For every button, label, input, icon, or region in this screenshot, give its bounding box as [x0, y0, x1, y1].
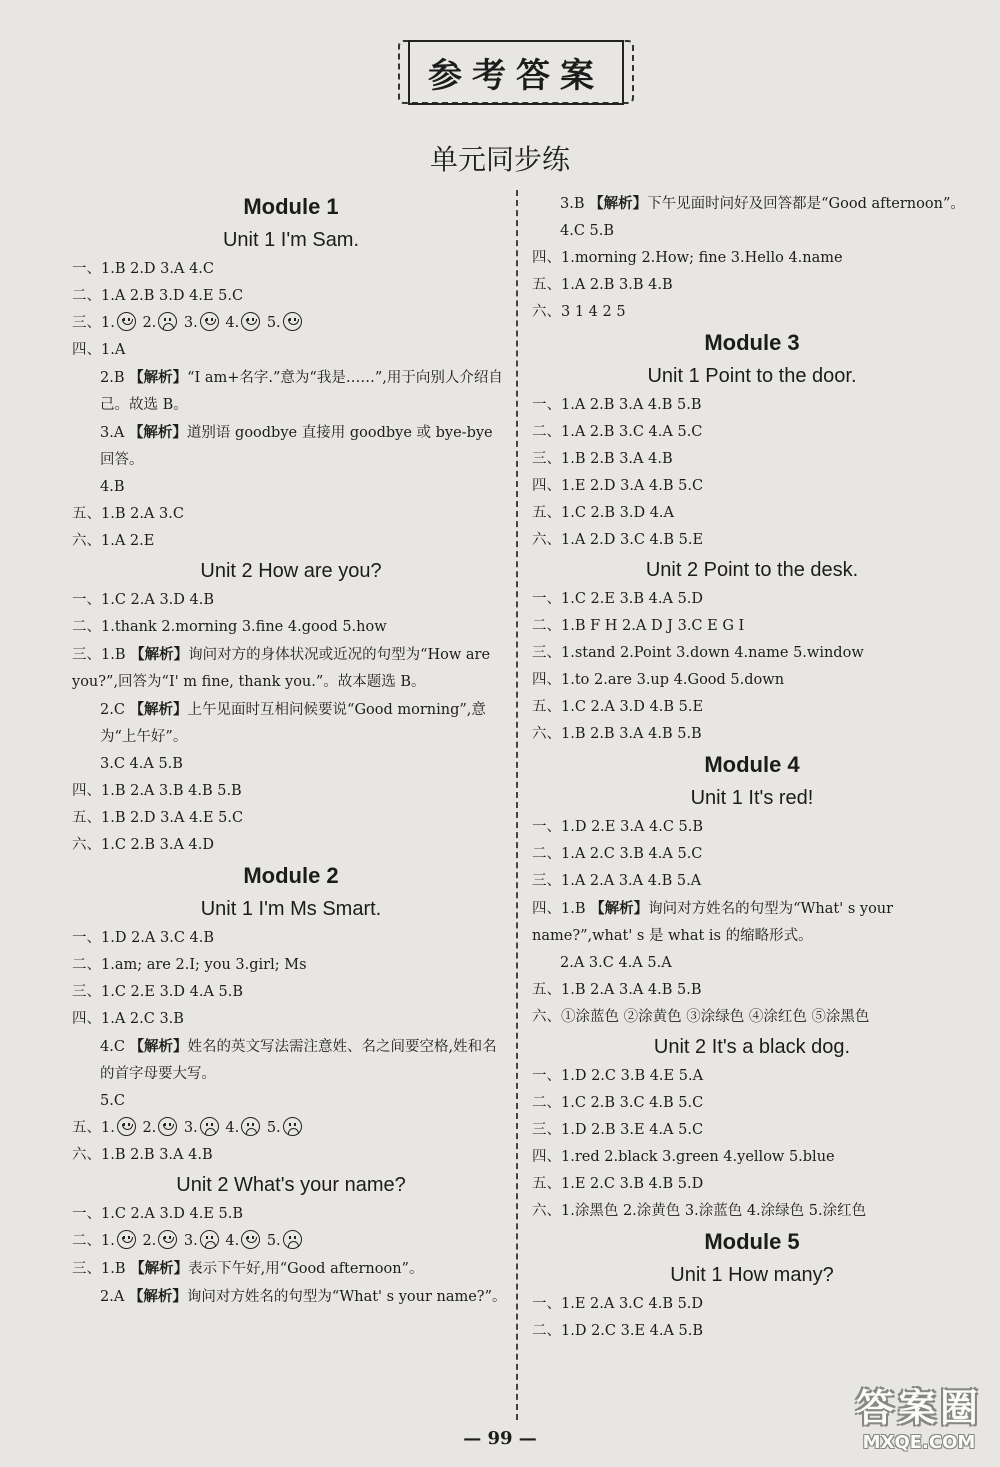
unit-heading: Unit 1 Point to the door.	[647, 365, 857, 387]
answer-number: 3.	[183, 1233, 198, 1249]
explanation-text: 姓名的英文写法需注意姓、名之间要空格,姓和名的首字母要大写。	[100, 1039, 497, 1082]
answer-explanation	[72, 419, 510, 474]
unit-heading: Unit 1 It's red!	[690, 787, 814, 809]
smiley-face-icon	[158, 1117, 177, 1136]
analysis-tag: 【解析】	[129, 369, 188, 386]
smiley-face-icon	[158, 1230, 177, 1249]
answer-explanation	[72, 1033, 510, 1088]
answer-line: 五、1.A 2.B 3.B 4.B	[532, 277, 673, 293]
answer-number: 1.	[101, 1233, 115, 1249]
answer-number: 2.	[142, 1120, 157, 1136]
answer-line: 5.C	[100, 1093, 125, 1109]
answer-number: 5.	[266, 315, 281, 331]
answer-explanation	[72, 1283, 510, 1311]
module-heading: Module 1	[243, 194, 339, 219]
answer-line: 三、1.A 2.A 3.A 4.B 5.A	[532, 873, 702, 889]
answer-line: 五、1.B 2.A 3.C	[72, 506, 184, 522]
answer-line: 六、1.C 2.B 3.A 4.D	[72, 837, 215, 853]
answer-number: 三、1.B	[72, 647, 126, 663]
answer-line: 三、1.C 2.E 3.D 4.A 5.B	[72, 984, 244, 1000]
answer-line: 一、1.E 2.A 3.C 4.B 5.D	[532, 1296, 704, 1312]
answer-line: 二、1.B F H 2.A D J 3.C E G I	[532, 618, 745, 634]
answer-line: 一、1.A 2.B 3.A 4.B 5.B	[532, 397, 702, 413]
analysis-tag: 【解析】	[129, 701, 188, 718]
right-column	[532, 190, 972, 1345]
explanation-text: 下午见面时问好及回答都是“Good afternoon”。	[647, 196, 965, 212]
answer-number: 2.A	[100, 1289, 125, 1305]
answer-line: 六、1.B 2.B 3.A 4.B 5.B	[532, 726, 702, 742]
answer-line: 六、1.A 2.D 3.C 4.B 5.E	[532, 532, 704, 548]
answer-line: 一、1.C 2.A 3.D 4.E 5.B	[72, 1206, 244, 1222]
smiley-face-icon	[117, 1230, 136, 1249]
page-title-frame	[398, 40, 634, 104]
answer-line: 一、1.D 2.A 3.C 4.B	[72, 930, 215, 946]
answer-explanation	[72, 364, 510, 419]
smiley-face-icon	[200, 312, 219, 331]
smiley-face-icon	[241, 312, 260, 331]
face-answer-line	[72, 1115, 510, 1142]
analysis-tag: 【解析】	[128, 1288, 187, 1305]
watermark-logo	[856, 1377, 982, 1453]
answer-number: 4.	[225, 1120, 240, 1136]
answer-line: 三、1.stand 2.Point 3.down 4.name 5.window	[532, 645, 864, 661]
answer-line: 五、1.B 2.A 3.A 4.B 5.B	[532, 982, 702, 998]
answer-explanation	[532, 1004, 972, 1031]
answer-number: 3.	[183, 1120, 198, 1136]
explanation-text: ①涂蓝色 ②涂黄色 ③涂绿色 ④涂红色 ⑤涂黑色	[561, 1009, 870, 1025]
explanation-text: 询问对方姓名的句型为“What' s your name?”。	[186, 1289, 507, 1305]
unit-heading: Unit 2 What's your name?	[176, 1174, 406, 1196]
answer-line: 四、1.to 2.are 3.up 4.Good 5.down	[532, 672, 785, 688]
sad-face-icon	[200, 1230, 219, 1249]
answer-line: 三、1.B 2.B 3.A 4.B	[532, 451, 673, 467]
unit-heading: Unit 1 How many?	[670, 1264, 834, 1286]
answer-number: 2.	[142, 315, 157, 331]
answer-line: 二、1.D 2.C 3.E 4.A 5.B	[532, 1323, 704, 1339]
module-heading: Module 3	[704, 330, 800, 355]
watermark-sub: MXQE.COM	[862, 1432, 976, 1453]
answer-number: 4.	[225, 1233, 240, 1249]
face-answer-line	[72, 310, 510, 337]
answer-line: 五、1.E 2.C 3.B 4.B 5.D	[532, 1176, 704, 1192]
module-heading: Module 2	[243, 863, 339, 888]
smiley-face-icon	[117, 312, 136, 331]
module-heading: Module 5	[704, 1229, 800, 1254]
answer-number: 1.	[101, 1120, 115, 1136]
answer-line: 四、1.red 2.black 3.green 4.yellow 5.blue	[532, 1149, 835, 1165]
analysis-tag: 【解析】	[130, 646, 189, 663]
analysis-tag: 【解析】	[128, 424, 187, 441]
answer-line: 二、1.A 2.B 3.D 4.E 5.C	[72, 288, 244, 304]
page-title: 参考答案	[408, 40, 624, 105]
module-heading: Module 4	[704, 752, 800, 777]
answer-line: 一、1.D 2.C 3.B 4.E 5.A	[532, 1068, 704, 1084]
explanation-text: 表示下午好,用“Good afternoon”。	[188, 1261, 424, 1277]
explanation-text: 询问对方姓名的句型为“What' s your name?”,what' s 是 what is 的缩略形式。	[532, 901, 894, 944]
explanation-text: 询问对方的身体状况或近况的句型为“How are you?”,回答为“I' m fine, thank you.”。故本题选 B。	[72, 647, 491, 690]
answer-number: 3.B	[560, 196, 585, 212]
answer-line: 二、1.am; are 2.I; you 3.girl; Ms	[72, 957, 307, 973]
sad-face-icon	[241, 1117, 260, 1136]
answer-line: 一、1.B 2.D 3.A 4.C	[72, 261, 215, 277]
answer-line: 二、1.A 2.B 3.C 4.A 5.C	[532, 424, 703, 440]
answer-line: 三、1.D 2.B 3.E 4.A 5.C	[532, 1122, 704, 1138]
explanation-text: “I am+名字.”意为“我是……”,用于向别人介绍自己。故选 B。	[100, 370, 503, 413]
unit-heading: Unit 1 I'm Ms Smart.	[200, 898, 382, 920]
answer-line: 二、1.thank 2.morning 3.fine 4.good 5.how	[72, 619, 387, 635]
sad-face-icon	[158, 312, 177, 331]
answer-line: 五、1.C 2.A 3.D 4.B 5.E	[532, 699, 704, 715]
answer-number: 六、	[532, 1203, 561, 1219]
answer-line: 六、1.A 2.E	[72, 533, 155, 549]
answer-explanation	[532, 190, 972, 218]
answer-line: 3.C 4.A 5.B	[100, 756, 183, 772]
face-answer-line	[72, 1228, 510, 1255]
answer-line: 2.A 3.C 4.A 5.A	[560, 955, 672, 971]
answer-line: 4.B	[100, 479, 125, 495]
answer-line: 六、3 1 4 2 5	[532, 304, 626, 320]
answer-explanation	[532, 1198, 972, 1225]
explanation-text: 上午见面时互相问候要说“Good morning”,意为“上午好”。	[100, 702, 486, 745]
smiley-face-icon	[283, 312, 302, 331]
answer-line: 六、1.B 2.B 3.A 4.B	[72, 1147, 213, 1163]
answer-line: 四、1.A 2.C 3.B	[72, 1011, 184, 1027]
analysis-tag: 【解析】	[130, 1260, 189, 1277]
answer-line: 五、1.B 2.D 3.A 4.E 5.C	[72, 810, 244, 826]
answer-number: 3.	[183, 315, 198, 331]
explanation-text: 道别语 goodbye 直接用 goodbye 或 bye-bye 回答。	[100, 425, 493, 468]
answer-line: 四、1.A	[72, 342, 126, 358]
answer-number: 5.	[266, 1120, 281, 1136]
answer-line: 二、1.A 2.C 3.B 4.A 5.C	[532, 846, 703, 862]
answer-explanation	[72, 696, 510, 751]
unit-heading: Unit 2 It's a black dog.	[653, 1036, 851, 1058]
answer-line: 一、1.C 2.E 3.B 4.A 5.D	[532, 591, 704, 607]
left-column	[72, 190, 510, 1311]
analysis-tag: 【解析】	[590, 900, 649, 917]
column-divider	[516, 190, 518, 1420]
answer-number: 1.	[101, 315, 115, 331]
answer-line: 四、1.E 2.D 3.A 4.B 5.C	[532, 478, 704, 494]
answer-explanation	[72, 1255, 510, 1283]
page-number: — 99 —	[463, 1428, 537, 1449]
answer-number: 2.	[142, 1233, 157, 1249]
answer-number: 六、	[532, 1009, 561, 1025]
answer-line: 二、1.C 2.B 3.C 4.B 5.C	[532, 1095, 704, 1111]
watermark-main: 答案圈	[855, 1386, 982, 1430]
answer-number: 五、	[72, 1120, 101, 1136]
answer-explanation	[72, 641, 510, 696]
answer-line: 四、1.morning 2.How; fine 3.Hello 4.name	[532, 250, 843, 266]
analysis-tag: 【解析】	[589, 195, 648, 212]
unit-heading: Unit 1 I'm Sam.	[222, 229, 360, 251]
section-title: 单元同步练	[429, 143, 570, 176]
answer-number: 四、1.B	[532, 901, 586, 917]
unit-heading: Unit 2 Point to the desk.	[645, 559, 859, 581]
answer-line: 一、1.D 2.E 3.A 4.C 5.B	[532, 819, 704, 835]
answer-number: 2.C	[100, 702, 125, 718]
answer-line: 一、1.C 2.A 3.D 4.B	[72, 592, 215, 608]
answer-number: 三、	[72, 315, 101, 331]
sad-face-icon	[283, 1117, 302, 1136]
answer-number: 二、	[72, 1233, 101, 1249]
answer-number: 2.B	[100, 370, 125, 386]
answer-line: 4.C 5.B	[560, 223, 615, 239]
smiley-face-icon	[117, 1117, 136, 1136]
answer-line: 五、1.C 2.B 3.D 4.A	[532, 505, 675, 521]
sad-face-icon	[200, 1117, 219, 1136]
answer-number: 4.	[225, 315, 240, 331]
answer-number: 5.	[266, 1233, 281, 1249]
answer-number: 3.A	[100, 425, 125, 441]
sad-face-icon	[283, 1230, 302, 1249]
unit-heading: Unit 2 How are you?	[200, 560, 382, 582]
analysis-tag: 【解析】	[129, 1038, 188, 1055]
answer-number: 4.C	[100, 1039, 125, 1055]
answer-explanation	[532, 895, 972, 950]
explanation-text: 1.涂黑色 2.涂黄色 3.涂蓝色 4.涂绿色 5.涂红色	[561, 1203, 867, 1219]
answer-number: 三、1.B	[72, 1261, 126, 1277]
answer-line: 四、1.B 2.A 3.B 4.B 5.B	[72, 783, 242, 799]
smiley-face-icon	[241, 1230, 260, 1249]
